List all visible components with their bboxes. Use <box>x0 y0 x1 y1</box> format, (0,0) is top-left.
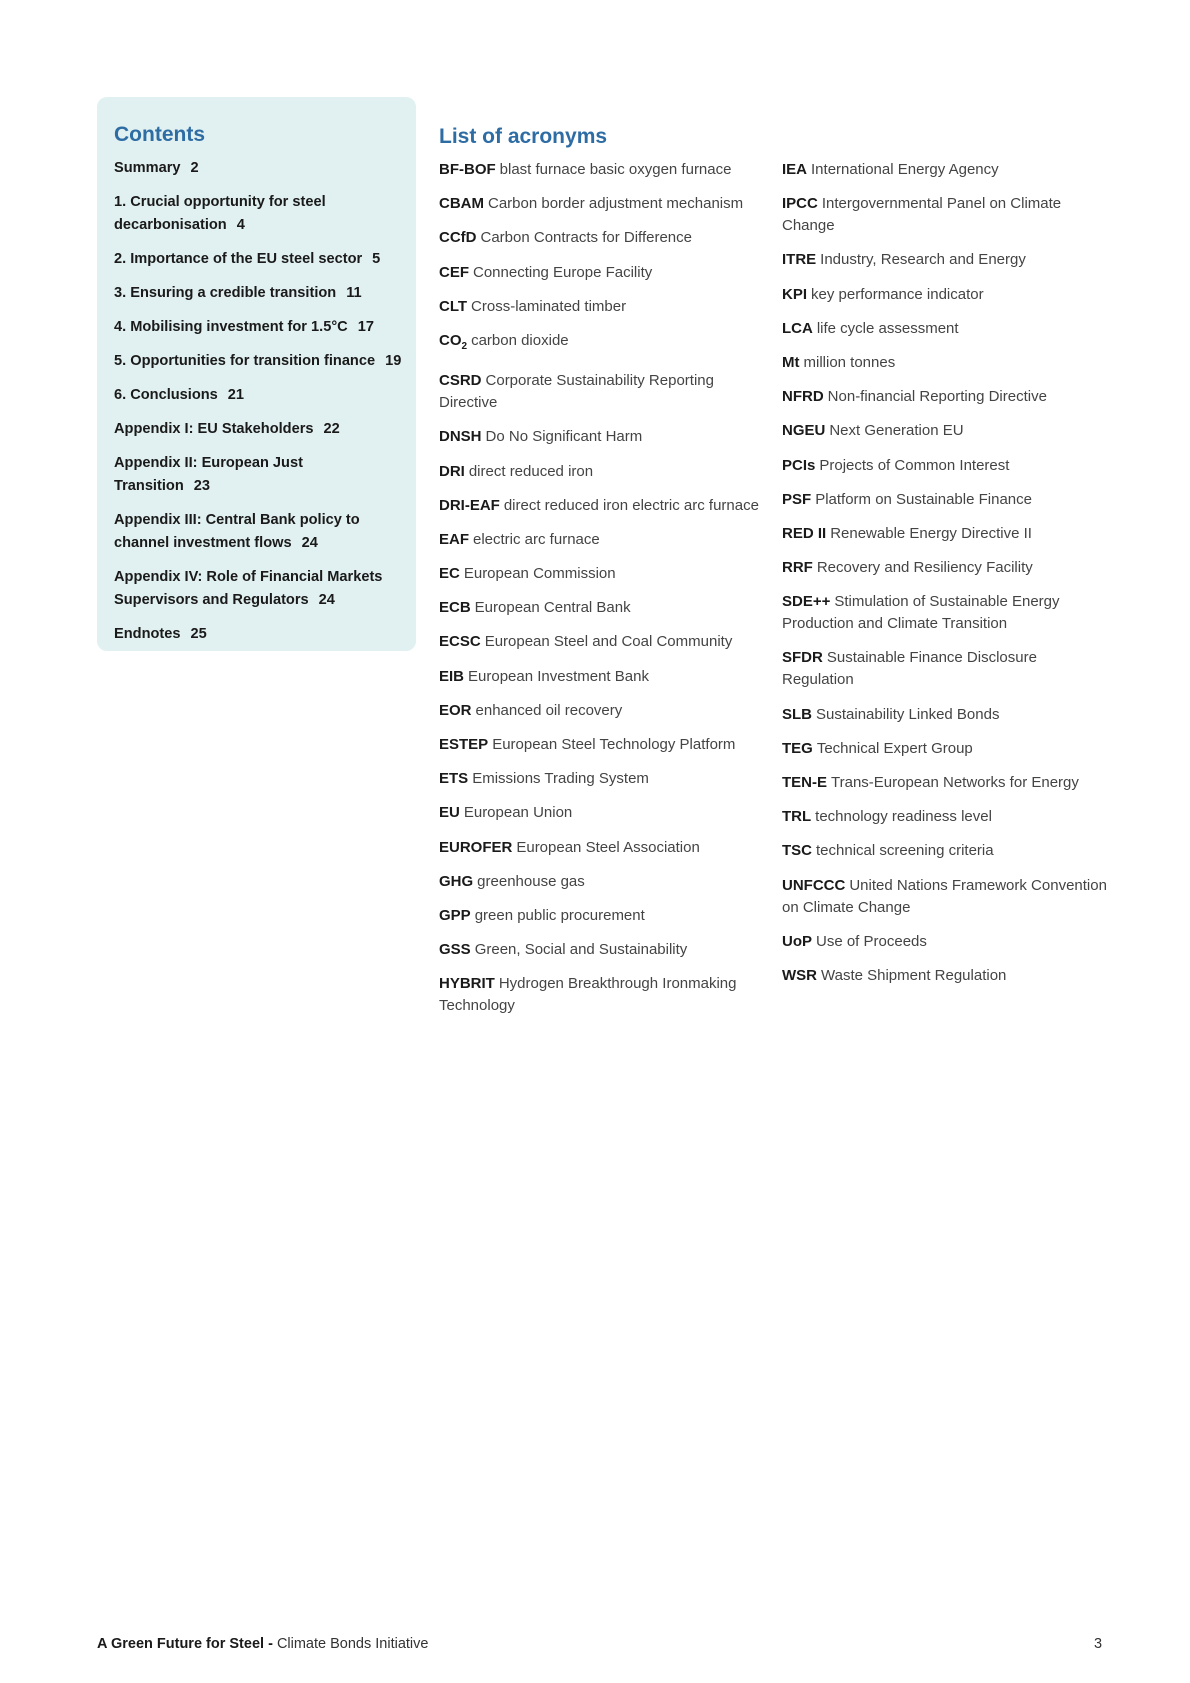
acronym-abbreviation-text: LCA <box>782 319 813 337</box>
acronym-definition: Sustainability Linked Bonds <box>816 705 1000 723</box>
acronym-definition: Corporate Sustainability Reporting Directive <box>439 372 714 412</box>
acronym-abbreviation <box>439 770 468 787</box>
acronym-definition: Recovery and Resiliency Facility <box>816 559 1033 577</box>
acronym-entry <box>439 296 782 318</box>
acronym-definition: European Central Bank <box>474 599 631 617</box>
acronym-entry <box>439 370 782 414</box>
acronym-entry <box>439 939 782 961</box>
acronym-definition: Hydrogen Breakthrough Ironmaking Technology <box>439 975 737 1015</box>
acronym-entry <box>439 227 782 249</box>
acronym-abbreviation <box>439 599 471 616</box>
acronym-abbreviation <box>439 907 471 924</box>
toc-item[interactable] <box>114 282 402 305</box>
acronym-abbreviation-text: WSR <box>782 966 817 984</box>
acronym-definition: Platform on Sustainable Finance <box>815 490 1032 508</box>
acronym-entry <box>439 193 782 215</box>
contents-title: Contents <box>114 123 205 146</box>
acronym-definition: Carbon Contracts for Difference <box>480 229 692 247</box>
acronym-abbreviation-text: DRI-EAF <box>439 496 500 514</box>
page-number: 3 <box>1094 1636 1103 1652</box>
acronym-abbreviation <box>439 565 460 582</box>
acronym-entry <box>782 318 1119 340</box>
toc-item-label: 3. Ensuring a credible transition <box>114 285 337 301</box>
acronym-entry <box>439 802 782 824</box>
acronym-abbreviation <box>782 774 827 791</box>
acronym-abbreviation <box>782 388 824 405</box>
acronym-definition: European Steel Association <box>516 838 700 856</box>
contents-list <box>114 157 402 646</box>
acronym-abbreviation <box>439 736 488 753</box>
toc-item[interactable] <box>114 157 402 180</box>
acronym-entry <box>439 159 782 181</box>
acronym-abbreviation-text: CCfD <box>439 229 477 247</box>
acronym-abbreviation-text: DNSH <box>439 428 482 446</box>
acronym-abbreviation <box>782 808 811 825</box>
acronym-abbreviation-text: EOR <box>439 701 472 719</box>
acronym-abbreviation <box>782 161 807 178</box>
acronyms-section <box>439 124 1119 1030</box>
acronym-definition: technical screening criteria <box>816 842 994 860</box>
footer-document-title: A Green Future for Steel - <box>97 1636 273 1652</box>
acronyms-column-1 <box>439 159 782 1030</box>
toc-item-label: Appendix IV: Role of Financial Markets Supervisors and Regulators <box>114 569 383 608</box>
acronyms-column-2 <box>782 159 1119 1030</box>
acronym-abbreviation-text: CSRD <box>439 372 482 390</box>
acronym-entry <box>782 523 1119 545</box>
acronym-abbreviation <box>782 491 811 508</box>
acronym-abbreviation <box>782 457 815 474</box>
acronym-entry <box>439 837 782 859</box>
toc-item-page: 22 <box>323 421 340 437</box>
toc-item[interactable] <box>114 623 402 646</box>
toc-item-label: Appendix I: EU Stakeholders <box>114 421 314 437</box>
acronym-abbreviation <box>782 706 812 723</box>
acronym-abbreviation-text: RED II <box>782 524 827 542</box>
toc-item-page: 17 <box>357 319 374 335</box>
acronym-definition: technology readiness level <box>815 808 992 826</box>
acronym-entry <box>782 557 1119 579</box>
toc-item[interactable] <box>114 566 402 612</box>
acronyms-title: List of acronyms <box>439 125 608 148</box>
acronym-abbreviation-text: ITRE <box>782 251 817 269</box>
acronym-abbreviation <box>782 877 845 894</box>
toc-item-label: 6. Conclusions <box>114 387 218 403</box>
acronym-abbreviation-text: EC <box>439 565 460 583</box>
acronym-entry <box>439 426 782 448</box>
toc-item-page: 24 <box>301 535 318 551</box>
acronym-entry <box>782 284 1119 306</box>
acronym-abbreviation <box>782 740 813 757</box>
acronym-entry <box>439 631 782 653</box>
acronym-abbreviation <box>439 531 469 548</box>
acronym-entry <box>439 495 782 517</box>
acronym-abbreviation <box>439 161 496 178</box>
acronym-definition: blast furnace basic oxygen furnace <box>499 161 732 178</box>
acronym-definition: European Investment Bank <box>468 667 649 685</box>
acronym-abbreviation <box>439 804 460 821</box>
acronym-abbreviation <box>439 633 481 650</box>
acronym-abbreviation-text: GPP <box>439 906 471 924</box>
acronym-definition: green public procurement <box>474 906 645 924</box>
acronym-abbreviation-text: GSS <box>439 941 471 959</box>
acronym-entry <box>782 738 1119 760</box>
acronym-abbreviation <box>439 195 484 212</box>
acronym-abbreviation-text: ECSC <box>439 633 481 651</box>
acronym-entry <box>439 563 782 585</box>
acronym-definition: Green, Social and Sustainability <box>474 941 688 959</box>
toc-item-page: 4 <box>236 217 245 233</box>
acronym-definition: life cycle assessment <box>816 319 959 337</box>
acronym-entry <box>782 704 1119 726</box>
acronym-abbreviation <box>439 668 464 685</box>
acronym-abbreviation-text: DRI <box>439 462 465 480</box>
footer-title <box>97 1636 428 1652</box>
acronym-entry <box>439 529 782 551</box>
toc-item-label: Appendix II: European Just Transition <box>114 455 303 494</box>
toc-item-label: 1. Crucial opportunity for steel decarbonisation <box>114 194 326 233</box>
acronym-abbreviation <box>439 839 512 856</box>
acronym-definition: direct reduced iron <box>468 462 594 480</box>
acronym-entry <box>782 489 1119 511</box>
toc-item[interactable] <box>114 452 402 498</box>
acronym-entry <box>439 905 782 927</box>
toc-item-label: 5. Opportunities for transition finance <box>114 353 376 369</box>
acronym-entry <box>782 352 1119 374</box>
acronym-abbreviation <box>439 331 468 352</box>
acronym-definition: Renewable Energy Directive II <box>830 524 1032 542</box>
acronym-abbreviation <box>439 497 500 514</box>
acronym-abbreviation <box>439 264 469 281</box>
toc-item[interactable] <box>114 191 402 237</box>
acronym-entry <box>439 700 782 722</box>
acronym-abbreviation <box>439 702 472 719</box>
toc-item-page: 11 <box>346 285 362 301</box>
acronym-definition: Non-financial Reporting Directive <box>827 388 1047 406</box>
acronym-entry <box>782 647 1119 691</box>
acronym-abbreviation-text: TRL <box>782 808 812 826</box>
acronym-definition: key performance indicator <box>811 285 984 303</box>
acronym-definition: United Nations Framework Convention on Climate Change <box>782 876 1107 916</box>
acronym-entry <box>439 973 782 1017</box>
acronym-abbreviation-text: EIB <box>439 667 465 685</box>
toc-item-label: Summary <box>114 160 181 176</box>
acronym-abbreviation-text: UoP <box>782 932 812 950</box>
acronym-abbreviation-text: Mt <box>782 353 800 371</box>
toc-item[interactable] <box>114 384 402 407</box>
acronym-definition: Stimulation of Sustainable Energy Production and Climate Transition <box>782 593 1060 633</box>
acronym-abbreviation-text: NGEU <box>782 422 826 440</box>
acronym-entry <box>439 768 782 790</box>
acronym-entry <box>782 193 1119 237</box>
acronym-abbreviation-text: CO <box>439 331 462 349</box>
acronym-abbreviation-text: RRF <box>782 559 813 577</box>
footer-publisher: Climate Bonds Initiative <box>276 1636 429 1652</box>
acronym-entry <box>782 931 1119 953</box>
acronym-definition: International Energy Agency <box>811 161 999 178</box>
acronym-abbreviation <box>782 354 800 371</box>
acronym-definition: Cross-laminated timber <box>471 297 627 315</box>
acronym-abbreviation-text: CLT <box>439 297 468 315</box>
acronym-abbreviation <box>439 941 471 958</box>
acronym-abbreviation-text: ECB <box>439 599 471 617</box>
acronym-definition: European Steel and Coal Community <box>484 633 733 651</box>
acronym-abbreviation <box>782 422 825 439</box>
acronym-abbreviation-text: PCIs <box>782 456 816 474</box>
toc-item[interactable] <box>114 316 402 339</box>
acronym-abbreviation-text: TEG <box>782 739 813 757</box>
acronym-abbreviation-text: SFDR <box>782 649 823 667</box>
toc-item-page: 24 <box>318 592 335 608</box>
acronym-abbreviation-text: TEN-E <box>782 774 827 791</box>
acronym-abbreviation <box>782 559 813 576</box>
acronym-definition: enhanced oil recovery <box>475 701 623 719</box>
acronym-abbreviation-text: SDE++ <box>782 593 831 611</box>
acronym-abbreviation <box>782 320 813 337</box>
acronym-definition: Waste Shipment Regulation <box>821 966 1007 984</box>
acronym-entry <box>439 734 782 756</box>
acronym-definition: Emissions Trading System <box>472 770 649 788</box>
acronym-abbreviation <box>439 428 482 445</box>
acronym-entry <box>782 875 1119 919</box>
contents-panel <box>97 97 416 651</box>
acronym-entry <box>439 262 782 284</box>
acronym-entry <box>782 159 1119 181</box>
acronym-definition: direct reduced iron electric arc furnace <box>503 496 759 514</box>
acronym-subscript: 2 <box>461 340 468 352</box>
acronym-entry <box>782 965 1119 987</box>
toc-item-page: 5 <box>372 251 381 267</box>
acronym-abbreviation <box>439 873 473 890</box>
acronym-entry <box>439 461 782 483</box>
acronym-abbreviation-text: SLB <box>782 705 812 723</box>
acronym-definition: Sustainable Finance Disclosure Regulation <box>782 649 1037 689</box>
toc-item[interactable] <box>114 248 402 271</box>
toc-item[interactable] <box>114 418 402 441</box>
acronym-abbreviation <box>782 593 830 610</box>
acronym-abbreviation-text: UNFCCC <box>782 876 846 894</box>
acronym-abbreviation <box>782 649 823 666</box>
acronym-definition: Do No Significant Harm <box>485 428 643 446</box>
acronym-abbreviation <box>782 525 826 542</box>
acronym-abbreviation <box>439 372 482 389</box>
acronym-abbreviation-text: BF-BOF <box>439 161 496 178</box>
acronym-entry <box>782 840 1119 862</box>
acronym-definition: Intergovernmental Panel on Climate Change <box>782 195 1062 235</box>
acronym-definition: Carbon border adjustment mechanism <box>488 195 744 213</box>
acronym-definition: European Commission <box>463 565 616 583</box>
toc-item-page: 2 <box>190 160 199 176</box>
toc-item-label: 2. Importance of the EU steel sector <box>114 251 363 267</box>
toc-item-label: Appendix III: Central Bank policy to channel investment flows <box>114 512 360 551</box>
acronym-entry <box>439 871 782 893</box>
acronym-abbreviation <box>439 463 465 480</box>
toc-item[interactable] <box>114 350 402 373</box>
acronym-abbreviation-text: EU <box>439 804 460 822</box>
acronym-abbreviation <box>782 967 817 984</box>
toc-item-page: 19 <box>385 353 402 369</box>
acronym-abbreviation <box>782 286 807 303</box>
toc-item[interactable] <box>114 509 402 555</box>
acronym-abbreviation <box>782 251 816 268</box>
acronym-definition: Industry, Research and Energy <box>820 251 1026 269</box>
acronym-entry <box>782 772 1119 794</box>
acronym-definition: Next Generation EU <box>829 422 964 440</box>
acronym-abbreviation-text: EAF <box>439 530 469 548</box>
acronym-definition: carbon dioxide <box>471 331 569 349</box>
acronym-entry <box>782 806 1119 828</box>
acronym-abbreviation-text: HYBRIT <box>439 975 495 993</box>
acronym-abbreviation <box>439 229 477 246</box>
acronym-entry <box>439 666 782 688</box>
acronym-definition: Projects of Common Interest <box>819 456 1010 474</box>
acronym-definition: European Union <box>463 804 573 822</box>
acronym-abbreviation-text: KPI <box>782 285 808 303</box>
acronym-definition: Use of Proceeds <box>816 932 927 950</box>
toc-item-page: 25 <box>190 626 207 642</box>
acronym-definition: Connecting Europe Facility <box>473 263 653 281</box>
acronym-definition: electric arc furnace <box>473 530 600 548</box>
acronym-abbreviation-text: IEA <box>782 161 808 178</box>
acronym-abbreviation-text: GHG <box>439 872 474 890</box>
acronym-abbreviation <box>439 298 467 315</box>
acronym-entry <box>439 597 782 619</box>
acronym-definition: Technical Expert Group <box>816 739 973 757</box>
acronym-abbreviation-text: PSF <box>782 490 812 508</box>
acronym-abbreviation-text: IPCC <box>782 195 818 213</box>
acronym-entry <box>782 591 1119 635</box>
toc-item-label: 4. Mobilising investment for 1.5°C <box>114 319 348 335</box>
acronym-entry <box>439 330 782 358</box>
acronym-abbreviation-text: CBAM <box>439 195 484 213</box>
acronym-abbreviation <box>439 975 495 992</box>
acronym-abbreviation <box>782 842 812 859</box>
toc-item-page: 21 <box>227 387 245 403</box>
acronym-abbreviation <box>782 195 818 212</box>
acronym-entry <box>782 420 1119 442</box>
acronym-abbreviation-text: ESTEP <box>439 736 489 753</box>
acronym-entry <box>782 249 1119 271</box>
acronym-definition: European Steel Technology Platform <box>492 736 736 753</box>
acronym-abbreviation-text: CEF <box>439 263 469 281</box>
acronym-abbreviation-text: EUROFER <box>439 838 513 856</box>
acronym-entry <box>782 455 1119 477</box>
acronym-abbreviation-text: NFRD <box>782 388 824 406</box>
toc-item-page: 23 <box>193 478 210 494</box>
acronym-definition: million tonnes <box>803 353 896 371</box>
acronym-definition: Trans-European Networks for Energy <box>831 774 1079 791</box>
acronym-entry <box>782 386 1119 408</box>
acronym-definition: greenhouse gas <box>477 872 585 890</box>
acronym-abbreviation <box>782 933 812 950</box>
acronym-abbreviation-text: TSC <box>782 842 812 860</box>
toc-item-label: Endnotes <box>114 626 181 642</box>
acronym-abbreviation-text: ETS <box>439 770 469 788</box>
